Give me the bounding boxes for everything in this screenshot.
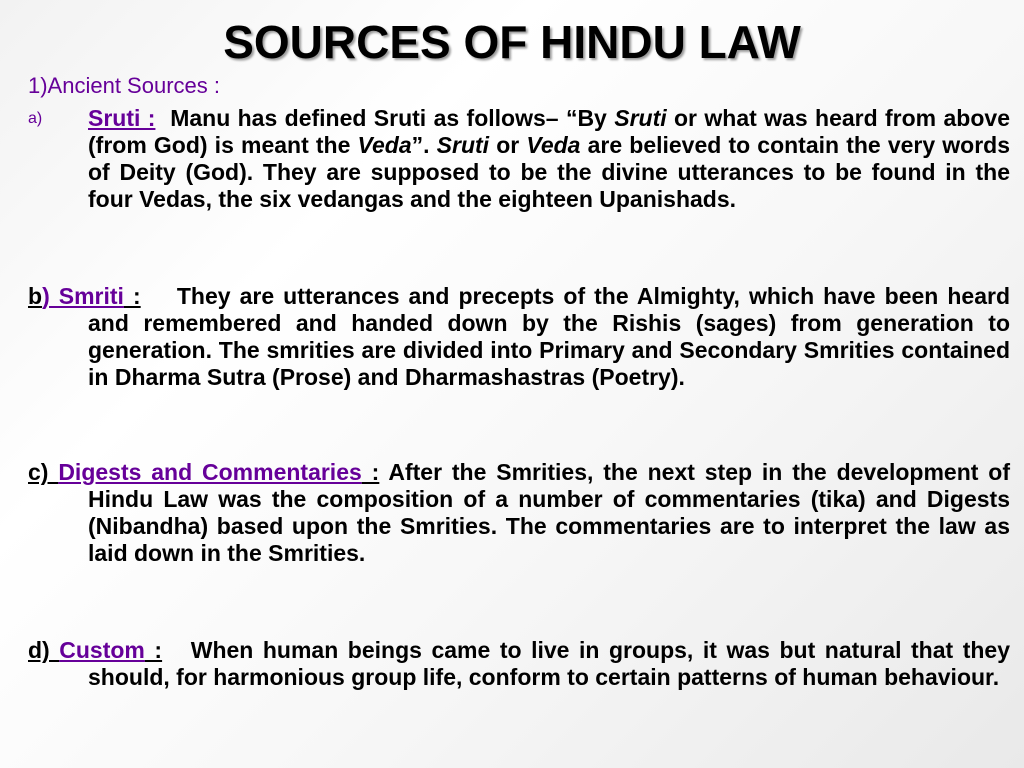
term-digests: Digests and Commentaries [58,459,362,485]
item-text: are believed to contain the very words of Deity (God). They are supposed to be the divine utterances to be found in the four Vedas, the six vedangas and the eighteen Upanishads. [88,132,1011,212]
item-marker: a) [28,110,43,127]
item-text: or [489,132,527,158]
list-item-smriti [28,283,1010,391]
item-text: When human beings came to live in groups, it was but natural that they should, for harmonious group life, conform to certain patterns of human behaviour. [88,637,1010,690]
item-text: Manu has defined Sruti as follows– “By [170,105,615,131]
item-separator: : [123,283,141,309]
item-separator: : [361,459,380,485]
term-custom: Custom [59,637,145,663]
item-marker: c) [28,459,59,485]
item-text-italic: Sruti [614,105,667,131]
item-marker: d) [28,637,60,663]
item-text-italic: Sruti [436,132,490,158]
list-item-sruti [28,105,1010,213]
term-sruti: Sruti : [88,105,156,131]
item-text: ”. [411,132,437,158]
item-text: or what was heard from above (from God) is meant the [88,105,1010,158]
item-text-italic: Veda [357,132,412,158]
section-heading: 1)Ancient Sources : [28,73,220,98]
slide-title: SOURCES OF HINDU LAW [223,16,801,68]
term-smriti: ) Smriti [42,283,124,309]
item-text: After the Smrities, the next step in the development of Hindu Law was the composition of a number of commentaries (tika) and Digests (Nibandha) based upon the Smrities. The commentaries are to interpret the law as laid down in the Smrities. [88,459,1011,566]
item-separator: : [144,637,163,663]
item-marker: b [28,283,43,309]
list-item-digests [28,459,1010,567]
list-item-custom [28,637,1010,691]
item-text: They are utterances and precepts of the Almighty, which have been heard and remembered and handed down by the Rishis (sages) from generation to generation. The smrities are divided into Primary and Secondary Smrities contained in Dharma Sutra (Prose) and Dharmashastras (Poetry). [88,283,1011,390]
item-text-italic: Veda [526,132,581,158]
